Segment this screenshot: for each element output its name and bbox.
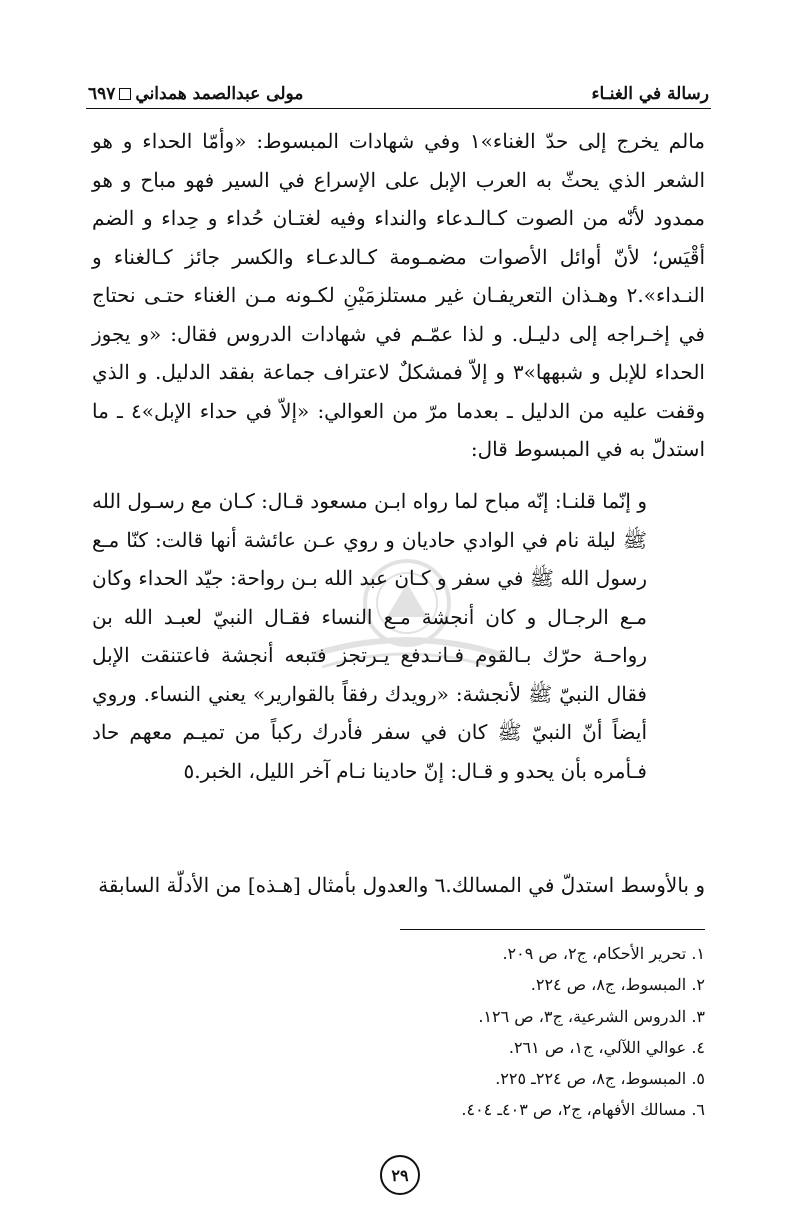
header-page-code: ٦٩٧ <box>88 84 116 104</box>
header-divider <box>86 108 711 109</box>
paragraph-text: مالم يخرج إلى حدّ الغناء»١ وفي شهادات المبسوط: «وأمّا الحداء و هو الشعر الذي يحثّ به العرب الإبل على الإسراع في السير فهو مباح و هو ممدود لأنّه من الصوت كـالـدعاء والنداء وفيه لغتـان حُداء و حِداء و الضم أقْيَس؛ لأنّ أوائل الأصوات مضمـومة كـالدعـاء والكسر جائز كـالغناء و النـداء».٢ وهـذان التعريفـان غير مستلزمَيْنِ لكـونه مـن الغناء حتـى نحتاج في إخـراجه إلى دليـل. و لذا عمّـم في شهادات الدروس فقال: «و يجوز الحداء للإبل و شبهها»٣ و إلاّ فمشكلٌ لاعتراف جماعة بفقد الدليل. و الذي وقفت عليه من الدليل ـ بعدما مرّ من العوالي: «إلاّ في حداء الإبل»٤ ـ ما استدلّ به في المبسوط قال: <box>92 129 706 461</box>
footnote-divider <box>400 929 705 930</box>
header-author: مولى عبدالصمد همداني <box>135 84 304 104</box>
footnote-item: ١. تحرير الأحكام، ج٢، ص ٢٠٩. <box>502 944 705 963</box>
square-icon <box>119 88 131 100</box>
block-quote <box>92 482 647 790</box>
page-number: ٢٩ <box>391 1165 409 1185</box>
continuation-line: و بالأوسط استدلّ في المسالك.٦ والعدول بأمثال [هـذه] من الأدلّة السابقة <box>98 873 705 897</box>
footnote-item: ٦. مسالك الأفهام، ج٢، ص ٤٠٣ـ ٤٠٤. <box>461 1100 705 1120</box>
main-paragraph <box>92 122 705 469</box>
footnote-item: ٥. المبسوط، ج٨، ص ٢٢٤ـ ٢٢٥. <box>495 1069 705 1089</box>
header-author-block <box>88 84 303 104</box>
footnote-item: ٢. المبسوط، ج٨، ص ٢٢٤. <box>530 975 705 995</box>
footnote-item: ٣. الدروس الشرعية، ج٣، ص ١٢٦. <box>478 1006 705 1026</box>
running-header <box>88 72 709 104</box>
footnotes-list <box>300 938 705 1126</box>
footnote-item: ٤. عوالي اللآلي، ج١، ص ٢٦١. <box>508 1037 705 1057</box>
header-title: رسالة في الغنـاء <box>591 84 709 104</box>
quote-text: و إنّما قلنـا: إنّه مباح لما رواه ابـن مسعود قـال: كـان مع رسـول الله ﷺ ليلة نام في الوادي حاديان و روي عـن عائشة أنها قالت: كنّا مـع رسول الله ﷺ في سفر و كـان عبد الله بـن رواحة: جيّد الحداء وكان مـع الرجـال و كان أنجشة مـع النساء فقـال النبيّ لعبـد الله بن رواحـة حرّك بـالقوم فـانـدفع يـرتجز فتبعه أنجشة فاعتنقت الإبل فقال النبيّ ﷺ لأنجشة: «رويدك رفقاً بالقوارير» يعني النساء. وروي أيضاً أنّ النبيّ ﷺ كان في سفر فأدرك ركباً من تميـم معهم حاد فـأمره بأن يحدو و قـال: إنّ حادينا نـام آخر الليل، الخبر.٥ <box>92 489 647 783</box>
page-number-badge <box>380 1155 420 1195</box>
